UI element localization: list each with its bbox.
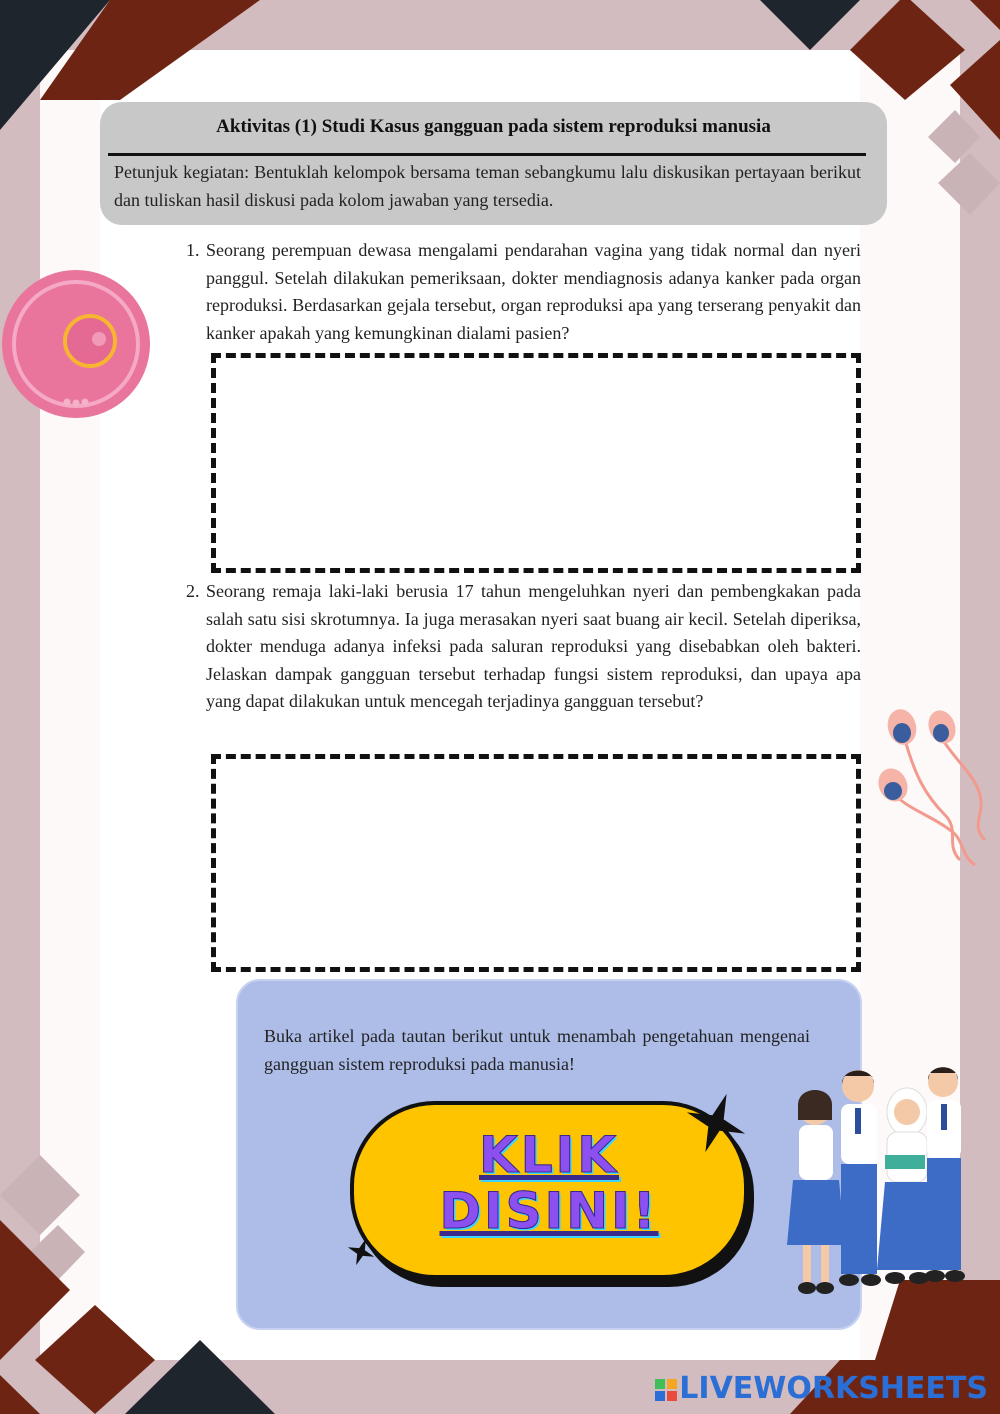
- question-2: [186, 578, 861, 716]
- liveworksheets-logo-icon: [655, 1379, 677, 1401]
- activity-instruction: Petunjuk kegiatan: Bentuklah kelompok bersama teman sebangkumu lalu diskusikan pertayaan berikut dan tuliskan hasil diskusi pada kolom jawaban yang tersedia.: [114, 162, 861, 210]
- right-diamonds-decoration: [920, 105, 1000, 245]
- question-number: 1.: [186, 240, 200, 260]
- sperm-illustration: [875, 705, 1000, 870]
- question-text: Seorang remaja laki-laki berusia 17 tahun mengeluhkan nyeri dan pembengkakan pada salah satu sisi skrotumnya. Ia juga merasakan nyeri saat buang air kecil. Setelah diperiksa, dokter menduga adanya infeksi pada saluran reproduksi yang disebabkan oleh bakteri. Jelaskan dampak gangguan tersebut terhadap fungsi sistem reproduksi, dan upaya apa yang dapat dilakukan untuk mencegah terjadinya gangguan tersebut?: [206, 581, 861, 712]
- sparkle-icon: [685, 1092, 747, 1154]
- article-info-text: Buka artikel pada tautan berikut untuk menambah pengetahuan mengenai gangguan sistem reproduksi pada manusia!: [264, 1026, 810, 1074]
- question-1: [186, 237, 861, 347]
- students-illustration: [785, 1060, 985, 1310]
- question-number: 2.: [186, 581, 200, 601]
- egg-cell-illustration: [0, 268, 152, 420]
- answer-box-2[interactable]: [211, 754, 861, 972]
- activity-title: Aktivitas (1) Studi Kasus gangguan pada sistem reproduksi manusia: [216, 116, 771, 137]
- liveworksheets-watermark: [655, 1371, 988, 1406]
- klik-disini-label: KLIK DISINI!: [439, 1126, 659, 1240]
- header-divider: [108, 153, 866, 156]
- small-sparkle-icon: [347, 1238, 375, 1266]
- watermark-text: LIVEWORKSHEETS: [679, 1371, 988, 1406]
- question-text: Seorang perempuan dewasa mengalami pendarahan vagina yang tidak normal dan nyeri panggul. Setelah dilakukan pemeriksaan, dokter mendiagnosis adanya kanker pada organ reproduksi. Berdasarkan gejala tersebut, organ reproduksi apa yang terserang penyakit dan kanker apakah yang kemungkinan dialami pasien?: [206, 240, 861, 343]
- answer-box-1[interactable]: [211, 353, 861, 573]
